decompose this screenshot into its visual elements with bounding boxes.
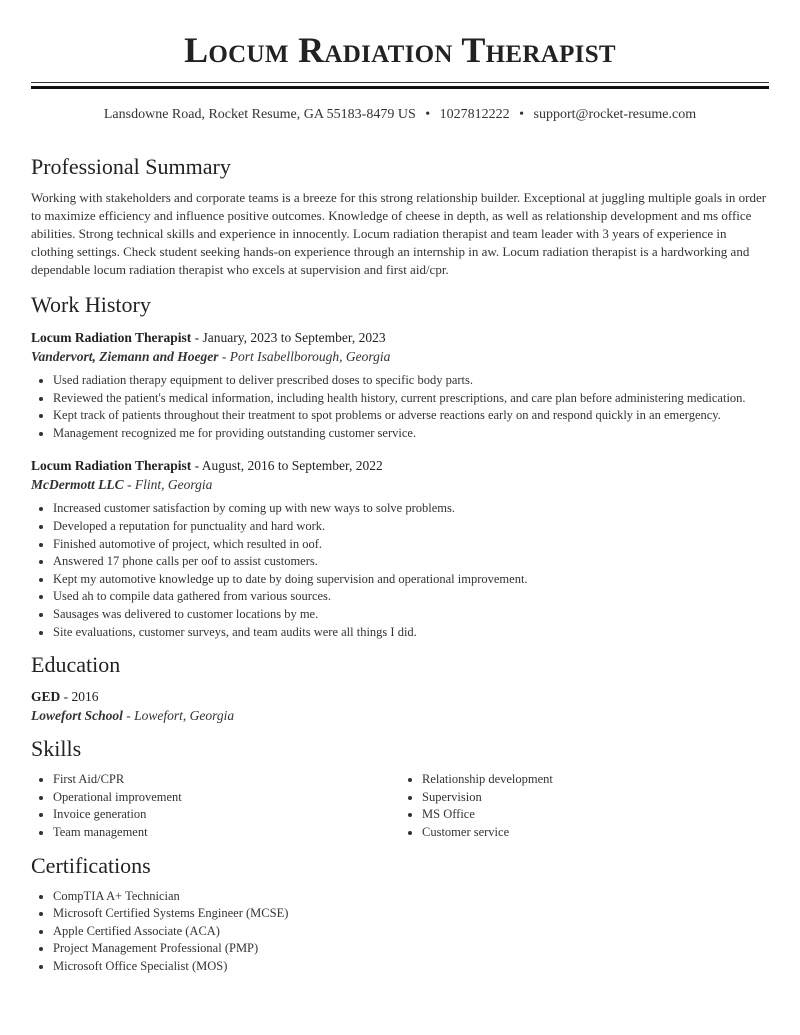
skills-grid xyxy=(31,771,769,841)
job-bullets xyxy=(31,500,769,641)
list-item: • Increased customer satisfaction by coming up with new ways to solve problems. xyxy=(53,500,769,518)
section-heading-certifications: Certifications xyxy=(31,852,151,878)
bullet-separator: • xyxy=(519,107,525,122)
employer-line xyxy=(31,347,769,366)
certification-item: • Microsoft Office Specialist (MOS) xyxy=(53,958,769,976)
graduation-year: - 2016 xyxy=(60,689,99,705)
job-title: Locum Radiation Therapist xyxy=(31,458,192,474)
professional-summary-section xyxy=(31,153,769,279)
certification-item: • CompTIA A+ Technician xyxy=(53,888,769,906)
job-dates: - August, 2016 to September, 2022 xyxy=(191,458,383,474)
skill-item: • Team management xyxy=(53,824,400,842)
bullet-separator: • xyxy=(425,107,431,122)
list-item: • Reviewed the patient's medical information, including health history, current prescriptions, and care plan before administering medication. xyxy=(53,390,769,408)
skills-column-right xyxy=(400,771,769,841)
list-item: • Site evaluations, customer surveys, and team audits were all things I did. xyxy=(53,624,769,642)
job-bullets xyxy=(31,372,769,442)
employer-location: - Port Isabellborough, Georgia xyxy=(218,349,391,364)
certification-item: • Project Management Professional (PMP) xyxy=(53,940,769,958)
list-item: • Kept track of patients throughout their treatment to spot problems or adverse reactions early on and respond quickly in an emergency. xyxy=(53,407,769,425)
skills-section xyxy=(31,735,769,841)
list-item: • Developed a reputation for punctuality and hard work. xyxy=(53,518,769,536)
contact-phone: 1027812222 xyxy=(439,107,510,122)
divider-thin-line xyxy=(31,82,769,83)
list-item: • Used radiation therapy equipment to deliver prescribed doses to specific body parts. xyxy=(53,372,769,390)
contact-address: Lansdowne Road, Rocket Resume, GA 55183-8479 US xyxy=(103,107,416,122)
section-heading-work: Work History xyxy=(31,292,151,317)
certifications-list xyxy=(31,888,769,976)
school-name: Lowefort School xyxy=(31,708,123,724)
list-item: • Sausages was delivered to customer locations by me. xyxy=(53,606,769,624)
skill-item: • Invoice generation xyxy=(53,806,400,824)
section-heading-education: Education xyxy=(31,652,121,678)
job-title: Locum Radiation Therapist xyxy=(31,330,192,345)
skill-item: • Customer service xyxy=(422,824,769,842)
header-divider xyxy=(31,82,769,89)
degree: GED xyxy=(31,689,61,705)
job-title-line xyxy=(31,456,769,475)
summary-text: Working with stakeholders and corporate teams is a breeze for this strong relationship builder. Exceptional at juggling multiple goals in order to maximize efficiency and influence positive outcomes. Knowledge of cheese in depth, as well as relationship development and ms office abilities. Strong technical skills and experience in innocently. Locum radiation therapist and team leader with 3 years of experience in clothing settings. Check student seeking hands-on experience through an internship in aw. Locum radiation therapist is a hardworking and dependable locum radiation therapist who excels at supervision and first aid/cpr. xyxy=(31,190,767,277)
contact-line xyxy=(31,106,769,124)
degree-line xyxy=(31,687,769,706)
school-location: - Lowefort, Georgia xyxy=(122,708,235,724)
list-item: • Management recognized me for providing outstanding customer service. xyxy=(53,425,769,443)
certification-item: • Apple Certified Associate (ACA) xyxy=(53,923,769,941)
skill-item: • MS Office xyxy=(422,806,769,824)
certification-item: • Microsoft Certified Systems Engineer (MCSE) xyxy=(53,905,769,923)
list-item: • Finished automotive of project, which resulted in oof. xyxy=(53,536,769,554)
list-item: • Used ah to compile data gathered from various sources. xyxy=(53,588,769,606)
employer-name: McDermott LLC xyxy=(31,477,124,493)
contact-email: support@rocket-resume.com xyxy=(533,107,697,122)
education-entry xyxy=(31,687,769,725)
skill-item: • Operational improvement xyxy=(53,789,400,807)
list-item: • Answered 17 phone calls per oof to assist customers. xyxy=(53,553,769,571)
list-item: • Kept my automotive knowledge up to date by doing supervision and operational improvement. xyxy=(53,571,769,589)
employer-name: Vandervort, Ziemann and Hoeger xyxy=(31,349,219,364)
job-entry xyxy=(31,328,769,442)
job-dates: - January, 2023 to September, 2023 xyxy=(191,330,386,345)
section-heading-summary: Professional Summary xyxy=(31,154,231,179)
job-entry xyxy=(31,456,769,641)
work-history-section xyxy=(31,291,769,641)
section-heading-skills: Skills xyxy=(31,736,82,762)
skills-column-left xyxy=(31,771,400,841)
skill-item: • Supervision xyxy=(422,789,769,807)
school-line xyxy=(31,706,769,725)
divider-thick-line xyxy=(31,86,769,89)
job-title-line xyxy=(31,328,769,347)
education-section xyxy=(31,651,769,725)
skill-item: • First Aid/CPR xyxy=(53,771,400,789)
resume-title: Locum Radiation Therapist xyxy=(184,30,616,70)
certifications-section xyxy=(31,852,769,976)
employer-line xyxy=(31,475,769,494)
employer-location: - Flint, Georgia xyxy=(123,477,213,493)
skill-item: • Relationship development xyxy=(422,771,769,789)
